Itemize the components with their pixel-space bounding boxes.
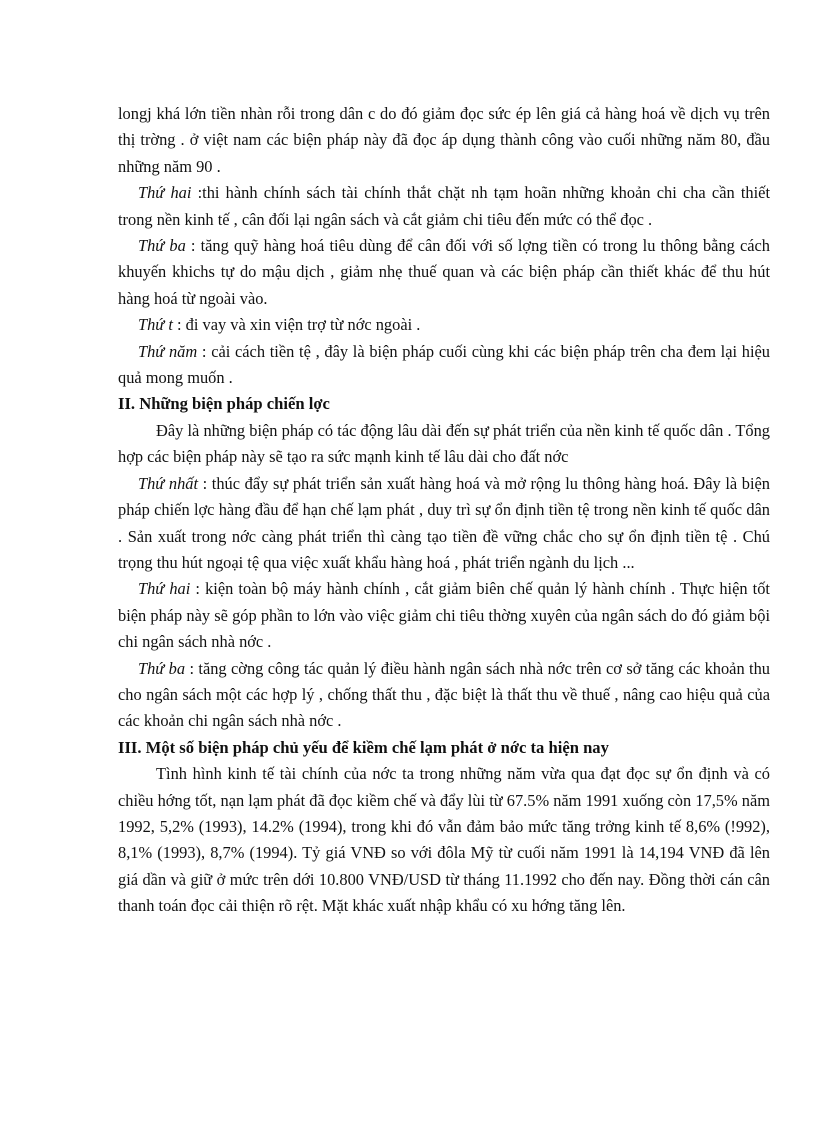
paragraph-thu-ba-2: Thứ ba : tăng cờng công tác quản lý điều hành ngân sách nhà nớc trên cơ sở tăng các khoản thu cho ngân sách một các hợp lý , chống thất thu , đặc biệt là thất thu về thuế , nâng cao hiệu quả của các khoản chi ngân sách nhà nớc . xyxy=(118,658,770,731)
paragraph-thu-hai: Thứ hai :thi hành chính sách tài chính thắt chặt nh tạm hoãn những khoản chi cha cần thiết trong nền kinh tế , cân đối lại ngân sách và cắt giảm chi tiêu đến mức có thể đọc . xyxy=(118,183,770,229)
paragraph-thu-hai-2: Thứ hai : kiện toàn bộ máy hành chính , cắt giảm biên chế quản lý hành chính . Thực hiện tốt biện pháp này sẽ góp phần to lớn vào việc giảm chi tiêu thờng xuyên của ngân sách do đó giảm bội chi ngân sách nhà nớc . xyxy=(118,579,770,652)
paragraph-thu-ba: Thứ ba : tăng quỹ hàng hoá tiêu dùng để cân đối với số lợng tiền có trong lu thông bằng cách khuyến khichs tự do mậu dịch , giảm nhẹ thuế quan và các biện pháp cần thiết khác để thu hút hàng hoá từ ngoài vào. xyxy=(118,236,770,308)
paragraph-thu-tu: Thứ t : đi vay và xin viện trợ từ nớc ngoài . xyxy=(138,315,421,335)
section-heading-ii: II. Những biện pháp chiến lợc xyxy=(118,394,330,414)
section-heading-iii: III. Một số biện pháp chủ yếu để kiềm chế lạm phát ở nớc ta hiện nay xyxy=(118,737,609,757)
paragraph-thu-nam: Thứ năm : cải cách tiền tệ , đây là biện pháp cuối cùng khi các biện pháp trên cha đem lại hiệu quả mong muốn . xyxy=(118,341,770,388)
document-page xyxy=(118,101,770,920)
paragraph-situation: Tình hình kinh tế tài chính của nớc ta trong những năm vừa qua đạt đọc sự ổn định và có chiều hớng tốt, nạn lạm phát đã đọc kiềm chế và đẩy lùi từ 67.5% năm 1991 xuống còn 17,5% năm 1992, 5,2% (1993), 14.2% (1994), trong khi đó vẫn đảm bảo mức tăng trởng kinh tế 8,6% (!992), 8,1% (1993), 8,7% (1994). Tỷ giá VNĐ so với đôla Mỹ từ cuối năm 1991 là 14,194 VNĐ đã lên giá dần và giữ ở mức trên dới 10.800 VNĐ/USD từ tháng 11.1992 cho đến nay. Đồng thời cán cân thanh toán đọc cải thiện rõ rệt. Mặt khác xuất nhập khẩu có xu hớng tăng lên. xyxy=(118,764,770,916)
paragraph-intro: longj khá lớn tiền nhàn rỗi trong dân c do đó giảm đọc sức ép lên giá cả hàng hoá về dịch vụ trên thị trờng . ở việt nam các biện pháp này đã đọc áp dụng thành công vào cuối những năm 80, đầu những năm 90 . xyxy=(118,104,770,176)
paragraph-strategy-intro: Đây là những biện pháp có tác động lâu dài đến sự phát triển của nền kinh tế quốc dân . Tổng hợp các biện pháp này sẽ tạo ra sức mạnh kinh tế lâu dài cho đất nớc xyxy=(118,420,770,467)
paragraph-thu-nhat: Thứ nhất : thúc đẩy sự phát triển sản xuất hàng hoá và mở rộng lu thông hàng hoá. Đây là biện pháp chiến lợc hàng đầu để hạn chế lạm phát , duy trì sự ổn định tiền tệ trong nền kinh tế quốc dân . Sản xuất trong nớc càng phát triển thì càng tạo tiền đề vững chắc cho sự ổn định tiền tệ . Chú trọng thu hút ngoại tệ qua việc xuất khẩu hàng hoá , phát triển ngành du lịch ... xyxy=(118,473,770,572)
